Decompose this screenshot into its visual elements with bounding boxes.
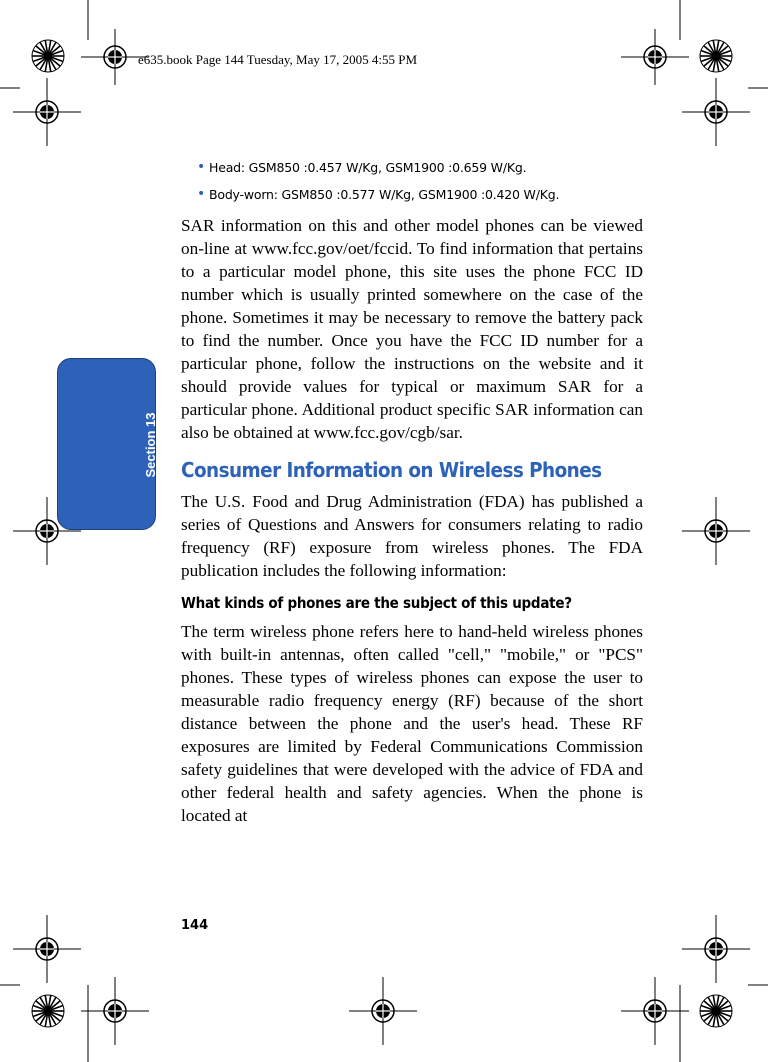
- page-content: [181, 160, 643, 827]
- question-heading: What kinds of phones are the subject of this update?: [181, 594, 572, 612]
- bullet-text: Body-worn: GSM850 :0.577 W/Kg, GSM1900 :0.420 W/Kg.: [209, 187, 560, 202]
- sar-info-paragraph: SAR information on this and other model phones can be viewed on-line at www.fcc.gov/oet/fccid. To find information that pertains to a particular model phone, this site uses the phone FCC ID number which is usually printed somewhere on the case of the phone. Sometimes it may be necessary to remove the battery pack to find the number. Once you have the FCC ID number for a particular phone, follow the instructions on the website and it should provide values for typical or maximum SAR for a particular phone. Additional product specific SAR information can also be obtained at www.fcc.gov/cgb/sar.: [181, 216, 643, 442]
- file-info-header: e635.book Page 144 Tuesday, May 17, 2005 4:55 PM: [138, 52, 418, 67]
- section-heading: Consumer Information on Wireless Phones: [181, 458, 602, 482]
- bullet-item-body-worn: [181, 187, 643, 202]
- fda-intro-paragraph: The U.S. Food and Drug Administration (FDA) has published a series of Questions and Answers for consumers relating to radio frequency (RF) exposure from wireless phones. The FDA publication includes the following information:: [181, 492, 643, 580]
- section-tab-label: Section 13: [142, 412, 158, 478]
- bullet-icon: •: [197, 186, 206, 202]
- bullet-text: Head: GSM850 :0.457 W/Kg, GSM1900 :0.659 W/Kg.: [209, 160, 527, 175]
- wireless-phones-paragraph: The term wireless phone refers here to hand-held wireless phones with built-in antennas, often called "cell," "mobile," or "PCS" phones. These types of wireless phones can expose the user to measurable radio frequency energy (RF) because of the short distance between the phone and the user's head. These RF exposures are limited by Federal Communications Commission safety guidelines that were developed with the advice of FDA and other federal health and safety agencies. When the phone is located at: [181, 622, 643, 825]
- page-number: 144: [181, 918, 209, 933]
- bullet-item-head: [181, 160, 643, 175]
- bullet-icon: •: [197, 159, 206, 175]
